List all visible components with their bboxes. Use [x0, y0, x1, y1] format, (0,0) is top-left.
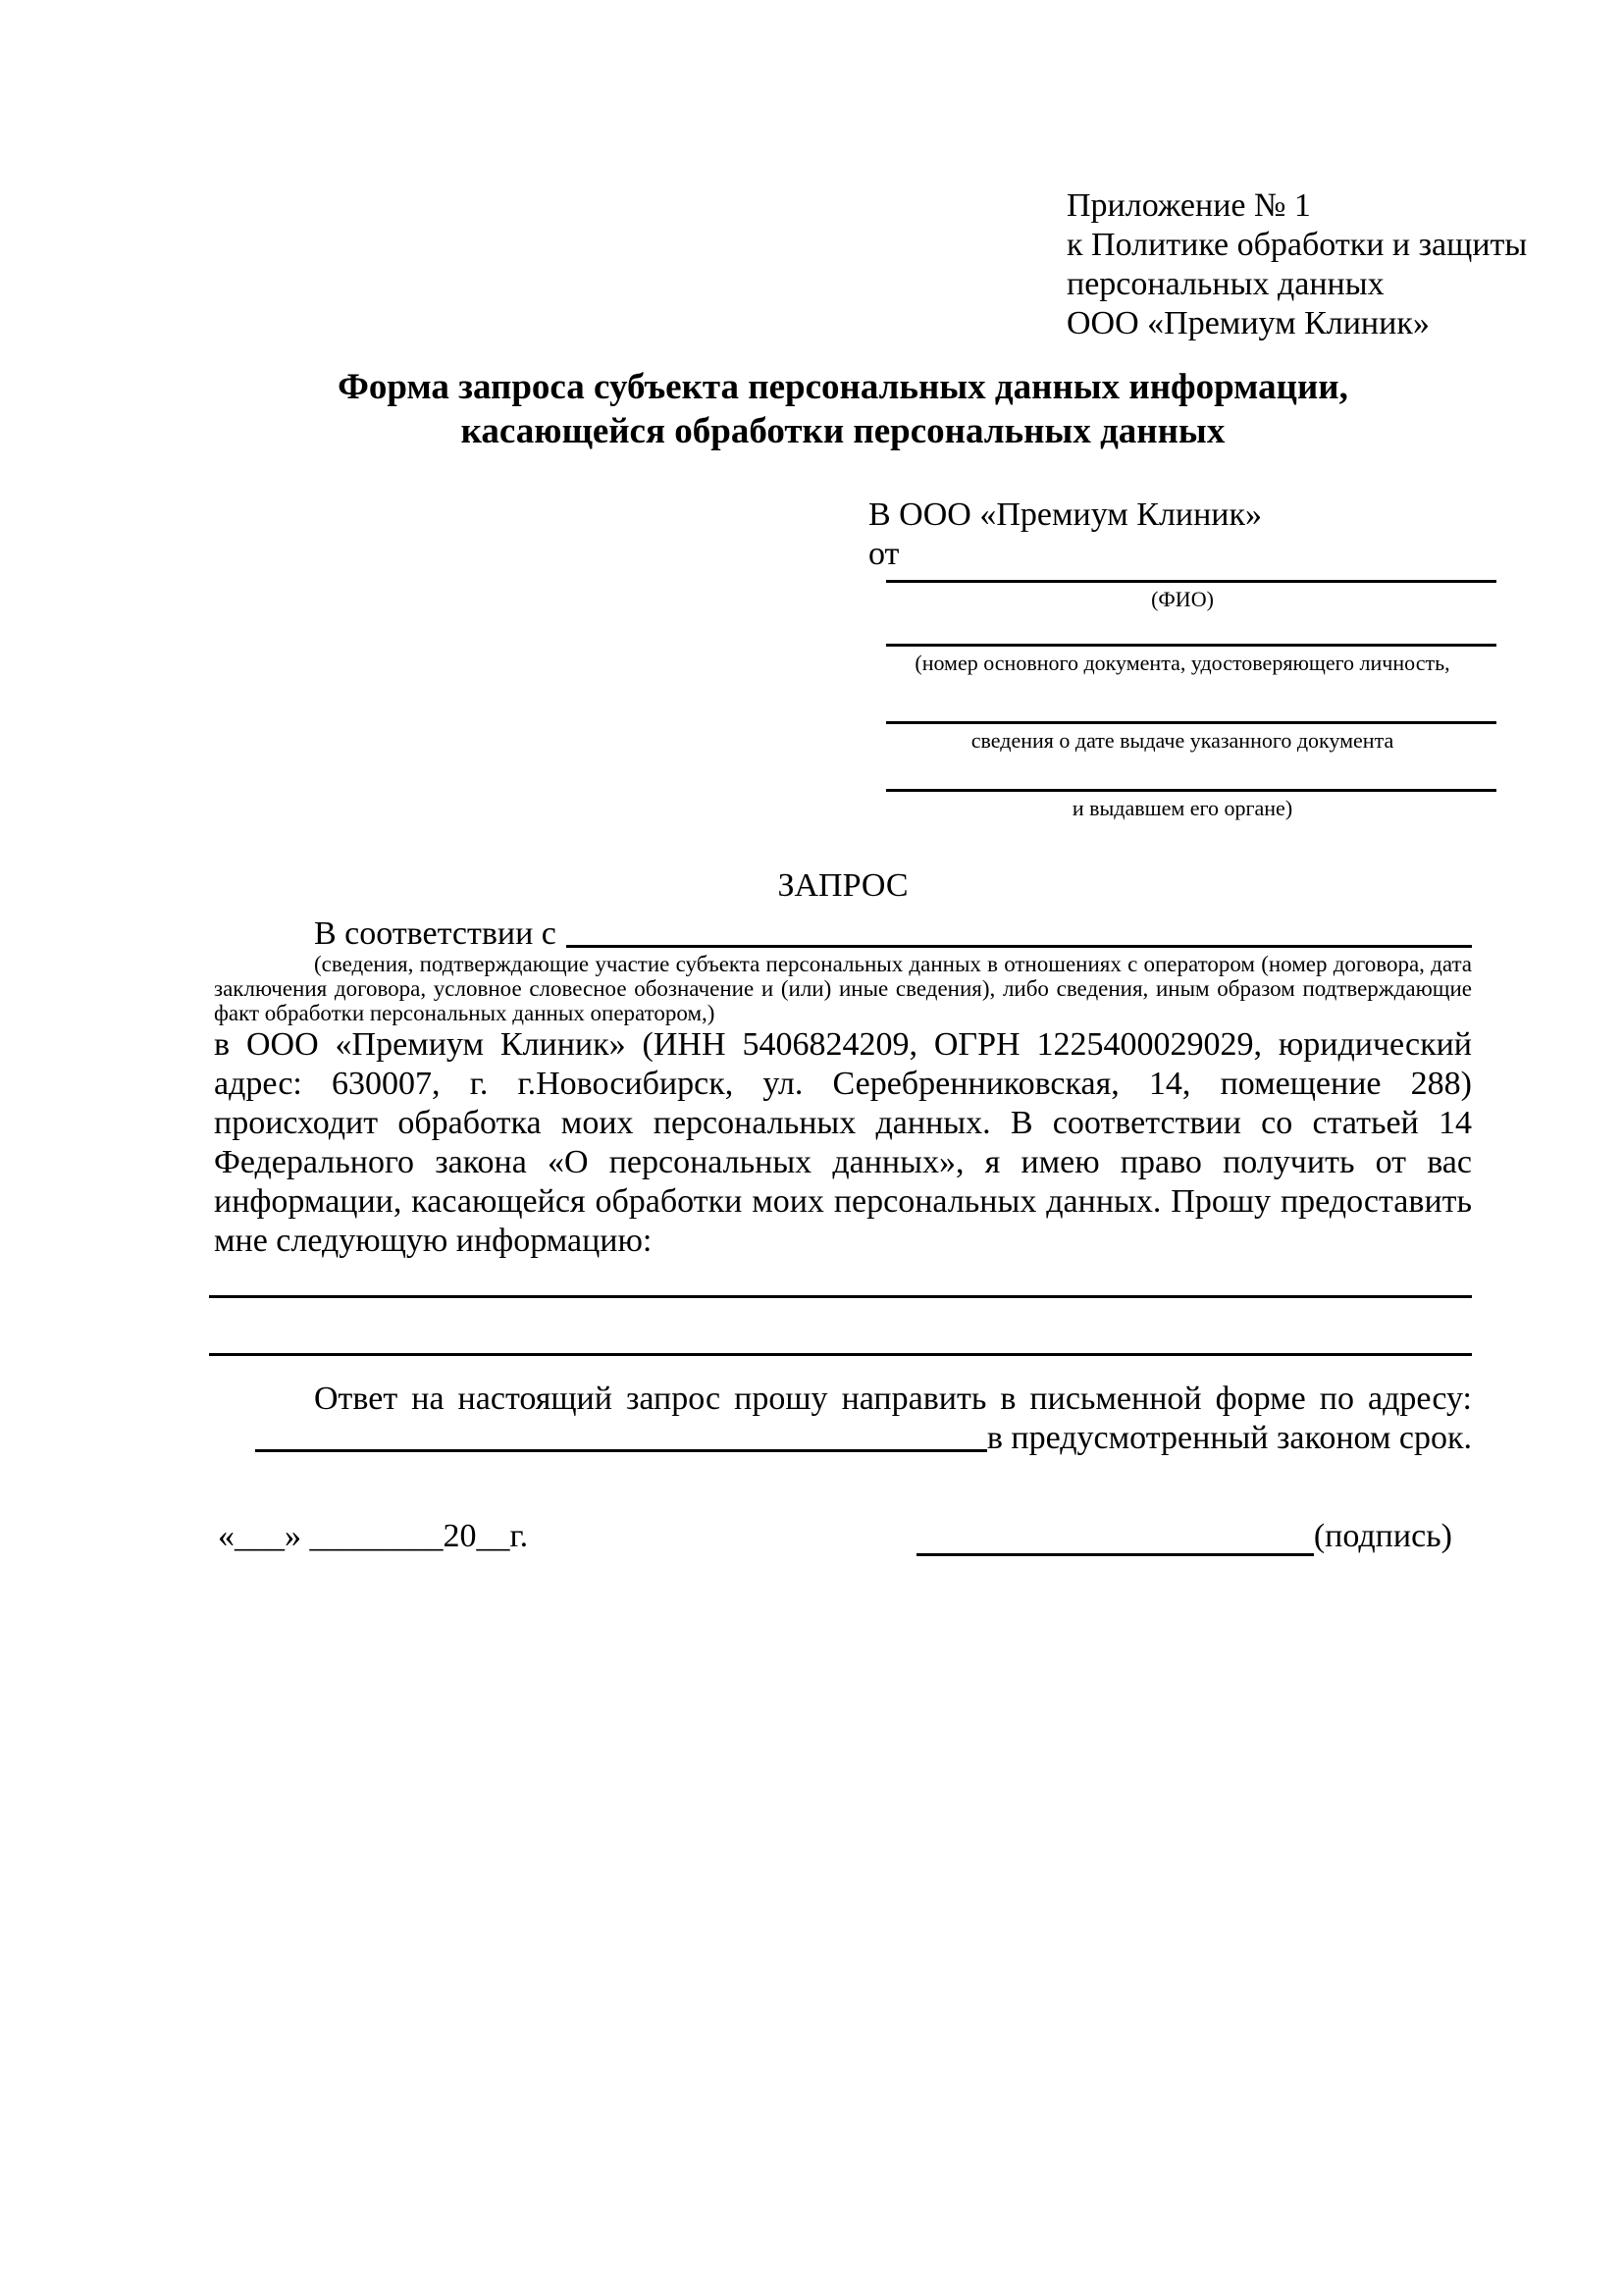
reply-address-line: [214, 1419, 1472, 1458]
document-number-input-line: [886, 638, 1496, 647]
signature-label: (подпись): [1313, 1518, 1452, 1554]
basis-explanation-note: (сведения, подтверждающие участие субъекта персональных данных в отношениях с оператором (номер договора, дата заключения договора, условное словесное обозначение и (или) иные сведения), либо сведения, иным образом подтверждающие факт обработки персональных данных оператором,): [214, 952, 1472, 1025]
date-signature-row: [214, 1517, 1472, 1556]
appendix-line: ООО «Премиум Клиник»: [1067, 305, 1430, 341]
issuing-authority-field-label: и выдавшем его органе): [1072, 796, 1293, 820]
issuing-authority-field: [868, 783, 1496, 821]
signature-line: [916, 1547, 1314, 1556]
fio-field-label: (ФИО): [1151, 587, 1214, 611]
address-input-line: [255, 1449, 987, 1452]
issue-date-input-line: [886, 715, 1496, 724]
basis-line: [214, 914, 1472, 954]
document-title-line: Форма запроса субъекта персональных данных информации,: [338, 367, 1348, 407]
addressee-organization: В ООО «Премиум Клиник»: [868, 496, 1263, 533]
date-blank: «___» ________20__г.: [218, 1518, 529, 1554]
request-heading: ЗАПРОС: [777, 867, 909, 904]
basis-input-line: [566, 945, 1472, 948]
info-blank-line-2: [209, 1353, 1472, 1356]
addressee-from-label: от: [868, 536, 900, 572]
appendix-line: к Политике обработки и защиты: [1067, 227, 1528, 263]
request-body-paragraph: в ООО «Премиум Клиник» (ИНН 5406824209, ОГРН 1225400029029, юридический адрес: 630007, г. г.Новосибирск, ул. Серебренниковская, 14, помещение 288) происходит обработка моих персональных данных. В соответствии со статьей 14 Федерального закона «О персональных данных», я имею право получить от вас информации, касающейся обработки моих персональных данных. Прошу предоставить мне следующую информацию:: [214, 1026, 1472, 1259]
basis-label: В соответствии с: [314, 915, 556, 952]
appendix-header: [1067, 186, 1528, 343]
document-title-line: касающейся обработки персональных данных: [460, 411, 1226, 451]
fio-field: [868, 574, 1496, 612]
appendix-line: Приложение № 1: [1067, 187, 1311, 224]
appendix-line: персональных данных: [1067, 266, 1385, 302]
issue-date-field: [868, 715, 1496, 754]
document-number-field: [868, 638, 1496, 676]
signature-group: [916, 1517, 1452, 1556]
reply-term-text: в предусмотренный законом срок.: [986, 1420, 1472, 1456]
info-blank-line-1: [209, 1295, 1472, 1298]
addressee-block: [868, 496, 1496, 821]
issuing-authority-input-line: [886, 783, 1496, 792]
fio-input-line: [886, 574, 1496, 583]
issue-date-field-label: сведения о дате выдаче указанного документа: [970, 728, 1394, 753]
document-title: [214, 365, 1472, 453]
reply-instruction: Ответ на настоящий запрос прошу направить в письменной форме по адресу:: [314, 1381, 1472, 1417]
document-number-field-label: (номер основного документа, удостоверяющего личность,: [915, 651, 1450, 675]
